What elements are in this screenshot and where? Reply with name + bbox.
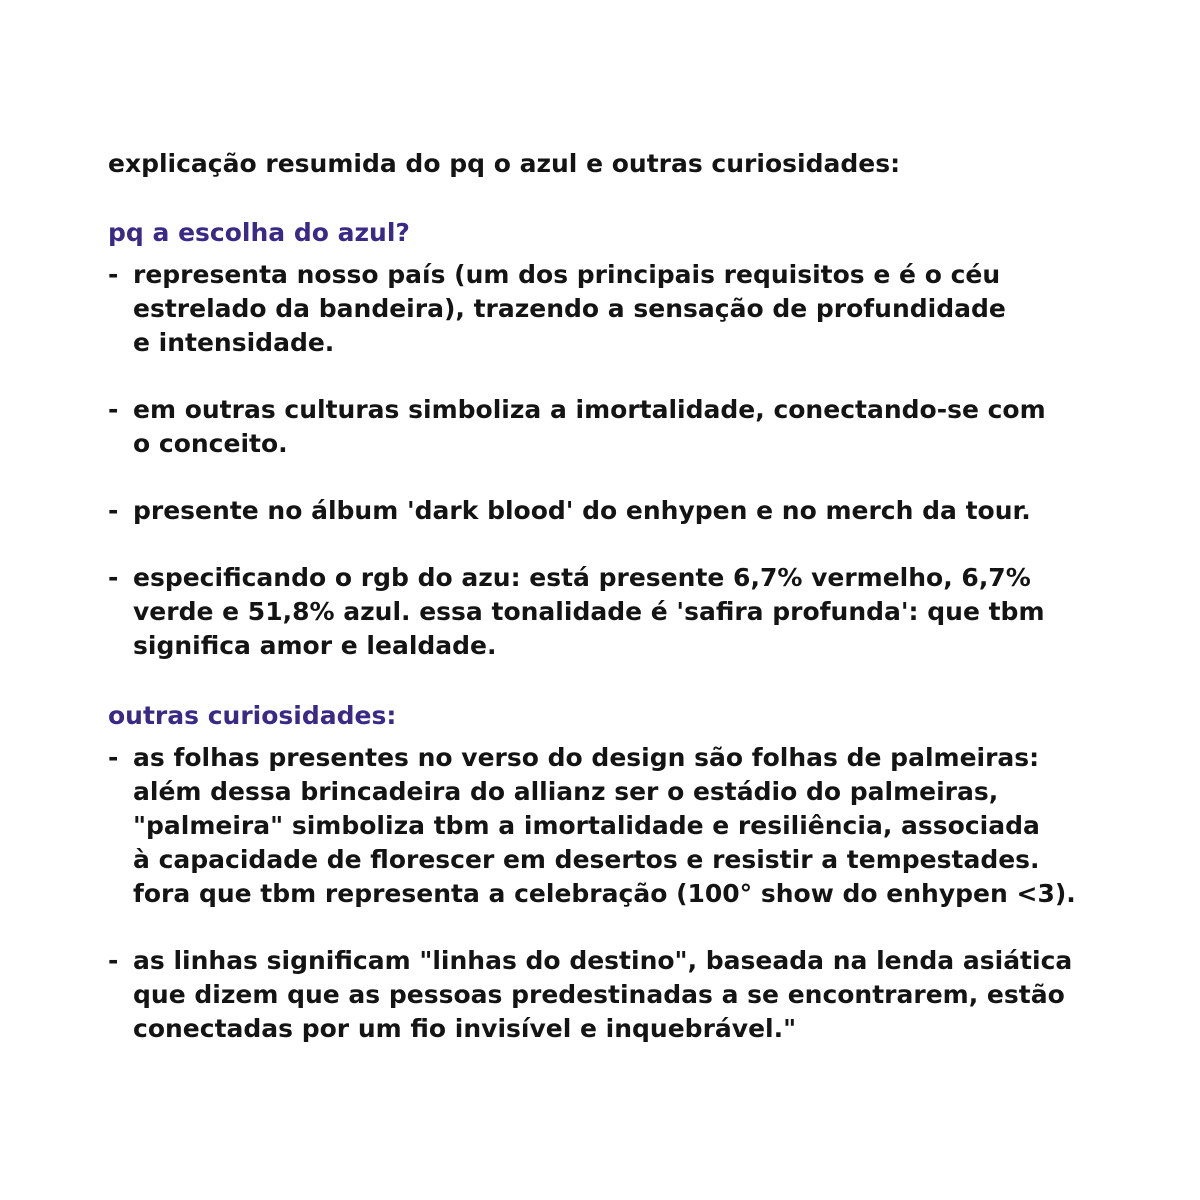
text-line: "palmeira" simboliza tbm a imortalidade e resiliência, associada (133, 811, 1040, 840)
text-line: significa amor e lealdade. (133, 631, 497, 660)
list-item (108, 393, 1108, 461)
bullet-dash: - (108, 946, 119, 975)
text-line: além dessa brincadeira do allianz ser o estádio do palmeiras, (133, 777, 999, 806)
text-line: especificando o rgb do azu: está presente 6,7% vermelho, 6,7% (133, 563, 1031, 592)
list-item (108, 741, 1108, 911)
blue-reasons-list (108, 258, 1108, 663)
list-item (108, 258, 1108, 360)
text-line: as folhas presentes no verso do design são folhas de palmeiras: (133, 743, 1040, 772)
bullet-dash: - (108, 260, 119, 289)
bullet-dash: - (108, 496, 119, 525)
intro-text: explicação resumida do pq o azul e outras curiosidades: (108, 149, 901, 178)
section-heading-curiosities: outras curiosidades: (108, 701, 397, 730)
text-line: representa nosso país (um dos principais requisitos e é o céu (133, 260, 1001, 289)
document-page (108, 147, 1108, 1046)
text-line: e intensidade. (133, 328, 335, 357)
text-line: o conceito. (133, 429, 288, 458)
text-line: presente no álbum 'dark blood' do enhypen e no merch da tour. (133, 496, 1031, 525)
text-line: verde e 51,8% azul. essa tonalidade é 'safira profunda': que tbm (133, 597, 1045, 626)
text-line: estrelado da bandeira), trazendo a sensação de profundidade (133, 294, 1006, 323)
list-item (108, 944, 1108, 1046)
bullet-dash: - (108, 563, 119, 592)
section-heading-blue: pq a escolha do azul? (108, 218, 410, 247)
text-line: à capacidade de florescer em desertos e resistir a tempestades. (133, 845, 1040, 874)
curiosities-list (108, 741, 1108, 1046)
text-line: conectadas por um fio invisível e inquebrável." (133, 1014, 797, 1043)
bullet-dash: - (108, 395, 119, 424)
text-line: fora que tbm representa a celebração (100° show do enhypen <3). (133, 879, 1076, 908)
text-line: as linhas significam "linhas do destino", baseada na lenda asiática (133, 946, 1073, 975)
bullet-dash: - (108, 743, 119, 772)
list-item (108, 494, 1108, 528)
text-line: em outras culturas simboliza a imortalidade, conectando-se com (133, 395, 1046, 424)
text-line: que dizem que as pessoas predestinadas a se encontrarem, estão (133, 980, 1065, 1009)
list-item (108, 561, 1108, 663)
